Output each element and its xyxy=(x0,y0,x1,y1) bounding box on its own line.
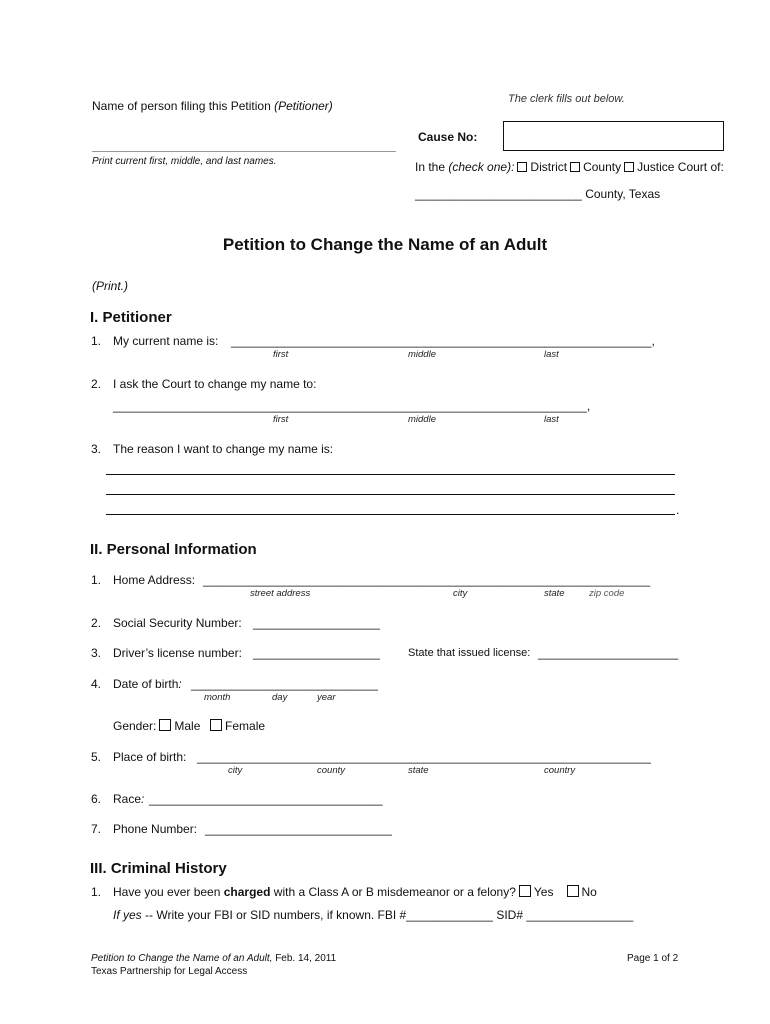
sid-label: SID# xyxy=(496,908,524,922)
female-label: Female xyxy=(225,719,266,733)
street-caption: street address xyxy=(250,588,311,599)
home-address-field[interactable]: ___________________________________________________________________ xyxy=(203,573,651,587)
birth-county-caption: county xyxy=(317,765,345,776)
male-checkbox[interactable] xyxy=(159,719,171,731)
current-middle-caption: middle xyxy=(408,349,436,360)
justice-court-label: Justice Court of: xyxy=(637,160,724,174)
s3-q1-num: 1. xyxy=(91,885,102,899)
section-criminal-history-heading: III. Criminal History xyxy=(90,860,227,877)
footer-doc-title xyxy=(91,953,336,964)
charged-question xyxy=(113,885,597,899)
s2-q4-num: 4. xyxy=(91,677,102,691)
cause-no-field[interactable] xyxy=(503,121,724,151)
s2-q3-num: 3. xyxy=(91,646,102,660)
gender-label: Gender: xyxy=(113,719,157,733)
court-prefix: In the xyxy=(415,160,446,174)
petitioner-name-label xyxy=(92,99,333,113)
county-suffix: County, Texas xyxy=(585,187,661,201)
charged-post: with a Class A or B misdemeanor or a felony? xyxy=(273,885,516,899)
if-yes-text: -- Write your FBI or SID numbers, if known. FBI # xyxy=(145,908,407,922)
petitioner-label-text: Name of person filing this Petition xyxy=(92,99,271,113)
s2-q3-label: Driver’s license number: xyxy=(113,646,242,660)
reason-period: . xyxy=(676,503,680,517)
s1-q1-num: 1. xyxy=(91,334,102,348)
footer-org: Texas Partnership for Legal Access xyxy=(91,966,248,977)
s2-q7-num: 7. xyxy=(91,822,102,836)
race-label xyxy=(113,792,144,806)
city-caption: city xyxy=(453,588,468,599)
current-first-caption: first xyxy=(273,349,289,360)
county-blank[interactable]: _________________________ xyxy=(415,187,582,201)
reason-line-2[interactable] xyxy=(106,494,675,495)
s2-q1-label: Home Address: xyxy=(113,573,196,587)
petitioner-label-italic: (Petitioner) xyxy=(274,99,333,113)
petitioner-name-line[interactable] xyxy=(92,151,396,152)
state-caption: state xyxy=(544,588,565,599)
dob-label-text: Date of birth xyxy=(113,677,179,691)
day-caption: day xyxy=(272,692,288,703)
male-label: Male xyxy=(174,719,201,733)
s1-q2-num: 2. xyxy=(91,377,102,391)
ssn-field[interactable]: ___________________ xyxy=(253,616,380,630)
district-label: District xyxy=(530,160,568,174)
license-number-field[interactable]: ___________________ xyxy=(253,646,380,660)
footer-date: Feb. 14, 2011 xyxy=(275,953,337,964)
reason-line-1[interactable] xyxy=(106,474,675,475)
s1-q3-num: 3. xyxy=(91,442,102,456)
new-first-caption: first xyxy=(273,414,289,425)
footer-title-italic: Petition to Change the Name of an Adult, xyxy=(91,953,273,964)
dob-field[interactable]: ____________________________ xyxy=(191,677,378,691)
county-label: County xyxy=(583,160,622,174)
print-names-note: Print current first, middle, and last names. xyxy=(92,156,277,167)
birth-place-field[interactable]: ____________________________________________________________________ xyxy=(197,750,651,764)
print-instruction: (Print.) xyxy=(92,279,128,293)
s1-q1-label: My current name is: xyxy=(113,334,219,348)
phone-field[interactable]: ____________________________ xyxy=(205,822,392,836)
new-last-caption: last xyxy=(544,414,559,425)
zip-caption: zip code xyxy=(589,588,625,599)
female-checkbox[interactable] xyxy=(210,719,222,731)
sid-field[interactable]: ________________ xyxy=(526,908,634,922)
no-label: No xyxy=(581,885,597,899)
section-petitioner-heading: I. Petitioner xyxy=(90,309,172,326)
birth-state-caption: state xyxy=(408,765,429,776)
gender-row xyxy=(113,719,265,733)
month-caption: month xyxy=(204,692,231,703)
year-caption: year xyxy=(317,692,336,703)
race-label-text: Race xyxy=(113,792,142,806)
no-checkbox[interactable] xyxy=(567,885,579,897)
footer-page-number: Page 1 of 2 xyxy=(627,953,679,964)
birth-country-caption: country xyxy=(544,765,576,776)
district-checkbox[interactable] xyxy=(517,162,527,172)
page-title: Petition to Change the Name of an Adult xyxy=(222,235,548,254)
race-field[interactable]: ___________________________________ xyxy=(149,792,383,806)
section-personal-info-heading: II. Personal Information xyxy=(90,541,257,558)
clerk-note: The clerk fills out below. xyxy=(508,93,625,105)
s2-q5-num: 5. xyxy=(91,750,102,764)
current-last-caption: last xyxy=(544,349,559,360)
justice-court-checkbox[interactable] xyxy=(624,162,634,172)
dob-colon: : xyxy=(178,677,182,691)
charged-bold: charged xyxy=(223,885,271,899)
license-state-label: State that issued license: xyxy=(408,647,531,659)
new-middle-caption: middle xyxy=(408,414,436,425)
s2-q6-num: 6. xyxy=(91,792,102,806)
charged-pre: Have you ever been xyxy=(113,885,221,899)
yes-checkbox[interactable] xyxy=(519,885,531,897)
court-check-one: (check one): xyxy=(448,160,515,174)
current-name-field[interactable]: _______________________________________________________________, xyxy=(231,334,655,348)
if-yes-italic: If yes xyxy=(113,908,142,922)
dob-label xyxy=(113,677,182,691)
fbi-field[interactable]: _____________ xyxy=(406,908,493,922)
county-texas-row xyxy=(415,187,660,201)
license-state-field[interactable]: _____________________ xyxy=(538,646,679,660)
s2-q5-label: Place of birth: xyxy=(113,750,187,764)
race-colon: : xyxy=(141,792,145,806)
s2-q1-num: 1. xyxy=(91,573,102,587)
new-name-field[interactable]: _______________________________________________________________________, xyxy=(113,399,591,413)
county-checkbox[interactable] xyxy=(570,162,580,172)
s2-q7-label: Phone Number: xyxy=(113,822,198,836)
s2-q2-num: 2. xyxy=(91,616,102,630)
cause-no-label: Cause No: xyxy=(418,130,478,144)
court-check-row xyxy=(415,160,724,174)
birth-city-caption: city xyxy=(228,765,243,776)
s1-q3-label: The reason I want to change my name is: xyxy=(113,442,334,456)
s1-q2-label: I ask the Court to change my name to: xyxy=(113,377,317,391)
fbi-sid-row xyxy=(113,908,633,922)
reason-line-3[interactable] xyxy=(106,514,675,515)
s2-q2-label: Social Security Number: xyxy=(113,616,242,630)
yes-label: Yes xyxy=(533,885,554,899)
